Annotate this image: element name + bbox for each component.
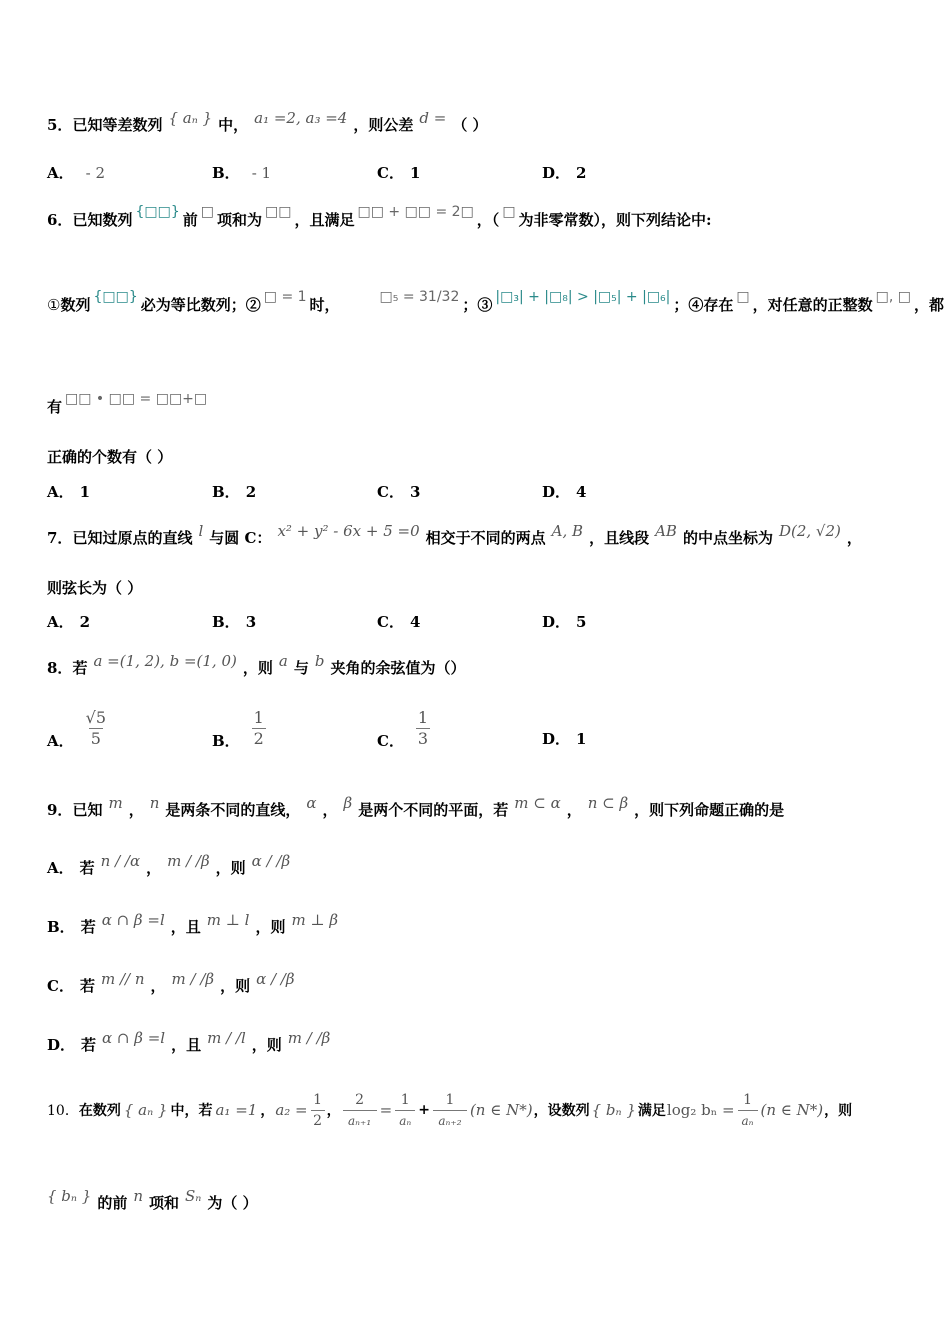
math-circle: x² + y² - 6x + 5 =0 [277,521,420,540]
fraction-numerator: 1 [743,1091,752,1108]
math-sn: Sₙ [185,1186,202,1205]
stem-text: 满足 [637,1103,666,1119]
stem-text: ， [326,1103,341,1119]
stem-text: ；④存在 [673,296,734,314]
option-text: ，则 [251,1036,282,1054]
option-value: 2 [576,163,587,182]
question-6-statements-cont [47,390,910,417]
formula-box: □ [502,203,516,220]
stem-text: 有 [47,398,63,416]
option-text: 若 [79,859,95,877]
q6-option-d[interactable] [542,481,586,502]
fraction-numerator: 1 [313,1091,323,1108]
stem-text: ， [260,1103,275,1119]
math-n: n [149,793,160,812]
stem-text: 相交于不同的两点 [425,529,546,547]
fraction-denominator: 3 [417,729,429,748]
math-a2: a₂ = [275,1101,308,1119]
option-value: 4 [409,612,421,631]
stem-text: 已知数列 [72,211,133,229]
option-value: 4 [576,482,587,501]
fraction-numerator: √5 [85,708,107,727]
formula-box: □□ [265,203,292,220]
question-7-ask [47,577,910,598]
option-math: α ∩ β =l [102,1028,166,1047]
stem-text: 的中点坐标为 [682,529,773,547]
question-10-stem [47,1088,910,1132]
stem-text: 与圆 C： [209,529,272,547]
stem-text: ，则公差 [353,116,414,134]
option-math: m / /β [287,1028,331,1047]
q6-option-a[interactable] [47,481,90,502]
math-equals: = [379,1101,393,1119]
math-d: d = [419,108,447,127]
fraction-numerator: 1 [445,1091,455,1108]
fraction-denominator: aₙ [741,1113,754,1128]
fraction-denominator: aₙ₊₁ [348,1113,372,1128]
stem-text: ，则 [242,659,273,677]
option-value: 1 [576,729,587,748]
option-math: α / /β [256,969,295,988]
math-domain: (n ∈ N*) [469,1101,533,1119]
option-label: C． [377,613,404,631]
math-sequence-b: { bₙ } [591,1101,636,1119]
stem-text: 中，若 [170,1103,213,1119]
stem-text: ， [322,801,338,819]
stem-text: ， [566,801,582,819]
math-vector-b: b [314,651,325,670]
formula-box: {□□} [93,288,138,305]
stem-text: 前 [182,211,198,229]
option-text: ，且 [171,1036,202,1054]
option-value: 5 [576,612,587,631]
stem-text: （ ） [452,116,488,134]
option-math: m / /β [171,969,215,988]
stem-text: ，（ [476,211,500,229]
option-text: ，则 [220,977,251,995]
stem-text: 中， [218,116,249,134]
option-math: α ∩ β =l [101,910,165,929]
question-6-statements [47,288,945,315]
stem-text: ；③ [462,296,493,314]
formula-box: □□ + □□ = 2□ [357,203,474,220]
option-label: C． [377,483,404,501]
question-9-stem [47,793,910,820]
q9-option-c[interactable] [47,969,910,996]
stem-text: 项和为 [216,211,262,229]
question-7-stem [47,521,910,548]
question-6-stem [47,203,910,230]
q5-option-b[interactable] [212,162,277,183]
option-label: A． [47,859,74,877]
question-8-stem [47,651,910,678]
fraction-denominator: 5 [90,729,101,748]
stem-text: ，都 [914,296,945,314]
stem-text: 在数列 [78,1103,121,1119]
question-number: 6． [47,211,73,229]
math-a1: a₁ =1 [215,1101,258,1119]
stem-text: 的前 [97,1194,128,1212]
option-math: m / /β [167,851,210,870]
q9-option-d[interactable] [47,1028,910,1055]
stem-text: ，且线段 [589,529,650,547]
q8-option-d[interactable] [542,728,586,749]
stem-text: 已知 [72,801,103,819]
q7-option-c[interactable] [377,611,420,632]
q8-option-a[interactable] [47,706,112,751]
question-number: 8． [47,659,73,677]
math-sequence: { aₙ } [123,1101,168,1119]
stem-text: ，则 [824,1103,853,1119]
question-6-ask [47,446,910,467]
option-text: ， [150,977,166,995]
fraction [738,1090,758,1131]
stem-text: 夹角的余弦值为（） [330,659,466,677]
fraction-numerator: 1 [400,1091,410,1108]
option-label: D． [47,1036,76,1054]
fraction [343,1090,377,1131]
q5-option-c[interactable] [377,162,420,183]
question-10-ask [47,1186,910,1213]
math-sequence-b: { bₙ } [47,1186,92,1205]
math-plus: + [418,1102,430,1118]
option-label: B． [47,918,75,936]
option-math: n / /α [100,851,141,870]
option-math: α / /β [251,851,291,870]
option-text: ，则 [215,859,246,877]
q8-option-b[interactable] [212,706,272,751]
option-label: A． [47,164,74,182]
stem-text: 为（ ） [207,1194,258,1212]
stem-text: 正确的个数有（ ） [47,448,173,466]
question-number: 9． [47,801,73,819]
fraction-denominator: 2 [313,1112,323,1129]
stem-text: ， [128,801,144,819]
option-label: B． [212,732,240,750]
math-alpha: α [306,793,317,812]
formula-box: □ [736,288,750,305]
math-beta: β [343,793,353,812]
option-label: A． [47,613,74,631]
fraction-denominator: 2 [253,729,264,748]
formula-box: □₅ = 31/32 [379,288,460,305]
math-subset: n ⊂ β [587,793,629,812]
option-label: D． [542,613,571,631]
formula-box: □ [200,203,214,220]
formula-box: □□ • □□ = □□+□ [65,390,208,407]
q8-option-c[interactable] [377,706,436,751]
stem-text: 若 [72,659,88,677]
math-segment: AB [655,521,677,540]
stem-text: 是两个不同的平面，若 [358,801,509,819]
fraction-numerator: 1 [253,708,264,727]
option-value: 2 [245,482,257,501]
fraction [395,1090,415,1131]
math-m: m [108,793,123,812]
option-math: m // n [100,969,145,988]
formula-box: □, □ [875,288,912,305]
option-text: ， [146,859,162,877]
question-number: 10． [47,1103,79,1119]
q6-option-b[interactable] [212,481,256,502]
option-label: B． [212,483,240,501]
option-value: - 2 [85,163,106,182]
option-label: C． [377,732,404,750]
formula-box: □ = 1 [263,288,307,305]
option-text: ，则 [255,918,286,936]
option-value: - 1 [251,163,272,182]
stem-text: 数列 [60,296,91,314]
q7-option-b[interactable] [212,611,256,632]
option-label: A． [47,732,74,750]
option-text: 若 [80,918,96,936]
fraction-denominator: aₙ [399,1113,412,1128]
fraction [311,1090,325,1131]
fraction [86,708,106,749]
stem-text: ， [846,529,862,547]
stem-text: 已知等差数列 [72,116,163,134]
stem-text: 时， [309,296,340,314]
stem-text: 是两条不同的直线， [165,801,301,819]
question-number: 5． [47,116,73,134]
statement-marker: ① [47,295,61,314]
option-label: C． [47,977,74,995]
option-math: m / /l [207,1028,246,1047]
fraction-numerator: 2 [355,1091,365,1108]
option-label: D． [542,164,571,182]
math-domain: (n ∈ N*) [760,1101,824,1119]
stem-text: ，且满足 [294,211,355,229]
q5-option-a[interactable] [47,162,111,183]
formula-box: |□₃| + |□₈| > |□₅| + |□₆| [495,288,671,305]
q6-option-c[interactable] [377,481,420,502]
stem-text: 则弦长为（ ） [47,579,143,597]
math-n: n [133,1186,143,1205]
option-value: 3 [245,612,257,631]
fraction [416,708,430,749]
option-label: B． [212,613,240,631]
q7-option-d[interactable] [542,611,586,632]
fraction [433,1090,467,1131]
option-text: 若 [81,1036,97,1054]
math-midpoint: D(2, √2) [778,521,841,540]
q5-option-d[interactable] [542,162,586,183]
stem-text: 已知过原点的直线 [72,529,193,547]
option-value: 3 [409,482,421,501]
option-label: B． [212,164,240,182]
stem-text: 必为等比数列；② [140,296,261,314]
option-value: 2 [79,612,91,631]
option-math: m ⊥ l [206,910,250,929]
option-math: m ⊥ β [291,910,338,929]
question-5-stem [47,108,910,135]
option-label: D． [542,483,571,501]
option-value: 1 [79,482,91,501]
fraction-numerator: 1 [417,708,429,727]
stem-text: ，则下列命题正确的是 [634,801,785,819]
stem-text: ，对任意的正整数 [752,296,873,314]
stem-text: ，设数列 [533,1103,590,1119]
q9-option-a[interactable] [47,851,910,878]
option-value: 1 [409,163,421,182]
option-label: C． [377,164,404,182]
fraction-denominator: aₙ₊₂ [438,1113,462,1128]
math-points: A, B [551,521,584,540]
math-vectors: a =(1, 2), b =(1, 0) [93,651,237,670]
math-given: a₁ =2, a₃ =4 [254,108,348,127]
fraction [252,708,266,749]
math-vector-a: a [278,651,288,670]
option-text: ，且 [170,918,201,936]
q9-option-b[interactable] [47,910,910,937]
option-label: D． [542,730,571,748]
math-line: l [198,521,204,540]
stem-text: 与 [293,659,309,677]
q7-option-a[interactable] [47,611,90,632]
stem-text: 项和 [149,1194,180,1212]
formula-box: {□□} [135,203,180,220]
math-subset: m ⊂ α [514,793,561,812]
option-label: A． [47,483,74,501]
math-log: log₂ bₙ = [666,1101,735,1119]
question-number: 7． [47,529,73,547]
option-text: 若 [79,977,95,995]
stem-text: 为非零常数），则下列结论中: [518,211,712,229]
math-sequence: { aₙ } [168,108,213,127]
